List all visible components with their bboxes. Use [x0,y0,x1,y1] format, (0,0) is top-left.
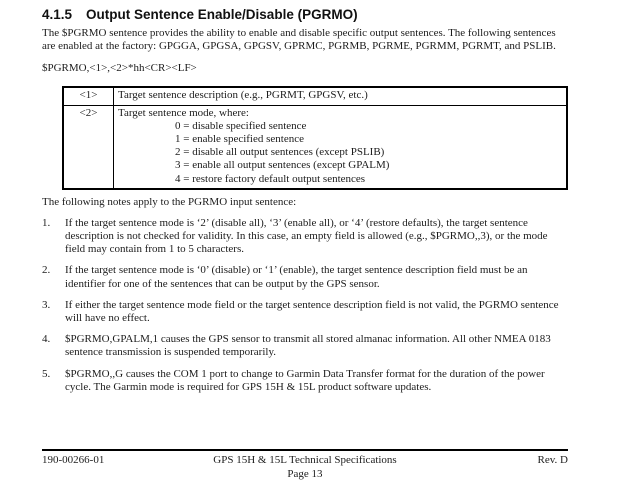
footer-page-number: Page 13 [287,468,323,481]
field-description-cell [114,105,568,189]
note-item [42,333,570,359]
note-item [42,217,570,257]
field-description-table [62,86,568,189]
note-number: 1. [42,216,51,229]
field-description-line: Target sentence mode, where: [118,106,249,119]
table-row [63,87,567,105]
field-description-cell: Target sentence description (e.g., PGRMT, GPGSV, etc.) [114,87,568,105]
note-item [42,264,570,290]
note-item [42,368,570,394]
footer-doc-title: GPS 15H & 15L Technical Specifications [213,454,397,466]
mode-option: 4 = restore factory default output sentences [175,172,366,185]
section-title: Output Sentence Enable/Disable (PGRMO) [86,7,358,22]
notes-intro: The following notes apply to the PGRMO input sentence: [42,195,297,208]
note-text: If the target sentence mode is ‘2’ (disable all), ‘3’ (enable all), or ‘4’ (restore defaults), the target sentence description is not checked for validity. In this case, an empty field is allowed (e.g., $PGRMO,,3), or the mode field may contain from 1 to 5 characters. [65,216,548,256]
note-number: 3. [42,298,51,311]
section-heading [42,8,570,23]
sentence-syntax: $PGRMO,<1>,<2>*hh<CR><LF> [42,62,197,75]
footer-revision: Rev. D [537,454,568,466]
note-number: 2. [42,264,51,277]
note-text: $PGRMO,,G causes the COM 1 port to change to Garmin Data Transfer format for the duration of the power cycle. The Garmin mode is required for GPS 15H & 15L product software updates. [65,367,545,393]
mode-option: 0 = disable specified sentence [175,119,307,132]
mode-option: 3 = enable all output sentences (except GPALM) [175,159,390,172]
note-text: $PGRMO,GPALM,1 causes the GPS sensor to transmit all stored almanac information. All other NMEA 0183 sentence transmission is suspended temporarily. [65,333,551,359]
note-text: If either the target sentence mode field or the target sentence description field is not valid, the PGRMO sentence will have no effect. [65,298,559,325]
page-footer [42,449,568,481]
note-text: If the target sentence mode is ‘0’ (disable) or ‘1’ (enable), the target sentence description field must be an identifier for one of the sentences that can be output by the GPS sensor. [65,264,528,290]
field-number-cell: <1> [63,87,114,105]
section-number: 4.1.5 [42,7,73,22]
table-row [63,105,567,189]
field-number-cell: <2> [63,105,114,189]
note-number: 5. [42,367,51,380]
mode-option: 2 = disable all output sentences (except PSLIB) [175,146,385,159]
footer-row [42,454,568,467]
note-number: 4. [42,333,51,346]
mode-option: 1 = enable specified sentence [175,132,304,145]
page-content [42,8,570,394]
footer-part-number: 190-00266-01 [42,454,105,466]
note-item [42,299,570,325]
intro-paragraph: The $PGRMO sentence provides the ability to enable and disable specific output sentences. The following sentences are enabled at the factory: GPGGA, GPGSA, GPGSV, GPRMC, PGRMB, PGRME, PGRMM, PGRMT, and PSLIB. [42,26,556,53]
